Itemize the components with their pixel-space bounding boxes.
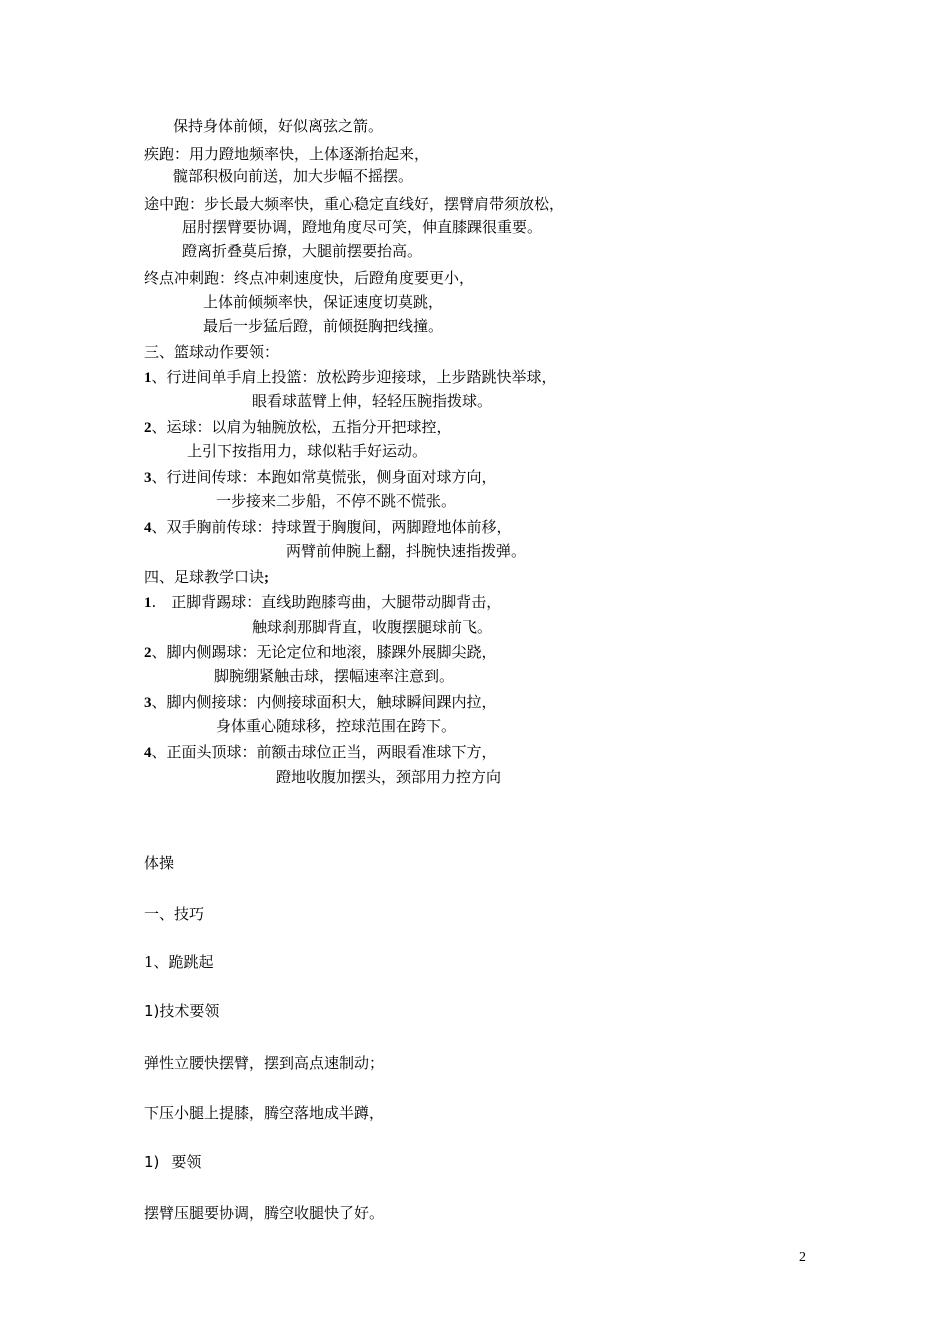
- item-number: 3: [144, 695, 152, 711]
- item-text: 、双手胸前传球：持球置于胸腹间，两脚蹬地体前移，: [151, 518, 512, 536]
- item-number: 1: [144, 595, 152, 611]
- basketball-item-4-cont: 两臂前伸腕上翻，抖腕快速指拨弹。: [286, 542, 527, 560]
- football-heading-text: 四、足球教学口诀: [144, 568, 265, 586]
- football-item-4: [144, 742, 497, 763]
- sprint-line-2: 髋部积极向前送，加大步幅不摇摆。: [173, 167, 414, 185]
- basketball-item-1: [144, 367, 557, 388]
- middle-run-line-3: 蹬离折叠莫后撩，大腿前摆要抬高。: [182, 242, 423, 260]
- item-number: 2: [144, 420, 152, 436]
- item-text: 、运球：以肩为轴腕放松，五指分开把球控，: [151, 418, 452, 436]
- item-text: 、行进间传球：本跑如常莫慌张，侧身面对球方向，: [151, 468, 497, 486]
- item-number: 1: [144, 370, 152, 386]
- item-text: 、脚内侧踢球：无论定位和地滚，膝踝外展脚尖跷，: [151, 643, 497, 661]
- finish-line-2: 上体前倾频率快，保证速度切莫跳，: [203, 293, 444, 311]
- gymnastics-line-2: 下压小腿上提膝，腾空落地成半蹲，: [144, 1104, 385, 1122]
- football-heading-punct: ;: [264, 570, 270, 586]
- football-heading: [144, 567, 269, 588]
- gymnastics-key-heading: [144, 1152, 201, 1172]
- item-text: 、脚内侧接球：内侧接球面积大，触球瞬间踝内拉，: [151, 693, 497, 711]
- football-item-1-cont: 触球刹那脚背直，收腹摆腿球前飞。: [252, 618, 493, 636]
- item-number: 2: [144, 645, 152, 661]
- track-line-lean: 保持身体前倾，好似离弦之箭。: [173, 117, 384, 135]
- basketball-item-3-cont: 一步接来二步船，不停不跳不慌张。: [216, 492, 457, 510]
- basketball-item-3: [144, 467, 497, 488]
- item-text: . 正脚背踢球：直线助跑膝弯曲，大腿带动脚背击，: [151, 593, 502, 611]
- football-item-2-cont: 脚腕绷紧触击球，摆幅速率注意到。: [214, 667, 455, 685]
- item-number: 4: [144, 520, 152, 536]
- football-item-3-cont: 身体重心随球移，控球范围在跨下。: [216, 717, 457, 735]
- tech-number: 1): [144, 1002, 160, 1020]
- finish-line-1: 终点冲刺跑：终点冲刺速度快，后蹬角度要更小，: [144, 269, 475, 287]
- finish-line-3: 最后一步猛后蹬，前倾挺胸把线撞。: [203, 317, 444, 335]
- page-number: 2: [799, 1250, 806, 1265]
- football-item-1: [144, 592, 501, 613]
- middle-run-line-1: 途中跑：步长最大频率快，重心稳定直线好，摆臂肩带须放松，: [144, 195, 565, 213]
- gymnastics-line-3: 摆臂压腿要协调，腾空收腿快了好。: [144, 1204, 385, 1222]
- football-item-3: [144, 692, 497, 713]
- item-number: 4: [144, 745, 152, 761]
- tech-text: 技术要领: [159, 1002, 220, 1020]
- key-text: 要领: [171, 1153, 202, 1171]
- gymnastics-line-1: 弹性立腰快摆臂，摆到高点速制动；: [144, 1054, 385, 1072]
- basketball-item-1-cont: 眼看球蓝臂上伸，轻轻压腕指拨球。: [252, 392, 493, 410]
- basketball-item-2-cont: 上引下按指用力，球似粘手好运动。: [187, 442, 428, 460]
- item-text: 、行进间单手肩上投篮：放松跨步迎接球，上步踏跳快举球，: [151, 368, 557, 386]
- middle-run-line-2: 屈肘摆臂要协调，蹬地角度尽可笑，伸直膝踝很重要。: [182, 218, 543, 236]
- football-item-4-cont: 蹬地收腹加摆头，颈部用力控方向: [276, 768, 502, 786]
- key-number: 1): [144, 1153, 160, 1171]
- item-number: 3: [144, 470, 152, 486]
- football-item-2: [144, 642, 497, 663]
- gymnastics-kneel-jump: 1、跪跳起: [144, 953, 214, 971]
- gymnastics-title: 体操: [144, 854, 175, 872]
- gymnastics-skill-heading: 一、技巧: [144, 905, 205, 923]
- basketball-heading: 三、篮球动作要领：: [144, 343, 280, 361]
- gymnastics-tech-heading: [144, 1001, 219, 1021]
- sprint-line-1: 疾跑：用力蹬地频率快，上体逐渐抬起来，: [144, 145, 430, 163]
- basketball-item-4: [144, 517, 512, 538]
- item-text: 、正面头顶球：前额击球位正当，两眼看准球下方，: [151, 743, 497, 761]
- basketball-item-2: [144, 417, 452, 438]
